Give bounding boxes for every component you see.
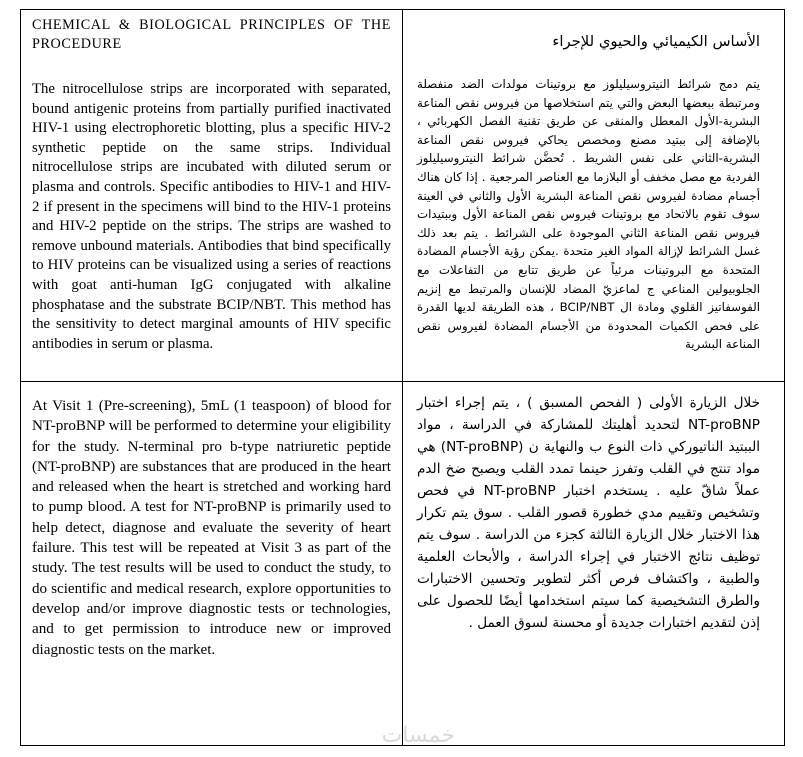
arabic-section-title: الأساس الكيميائي والحيوي للإجراء bbox=[552, 33, 760, 50]
translation-table bbox=[20, 9, 785, 746]
table-row bbox=[21, 382, 785, 746]
english-cell bbox=[21, 10, 403, 382]
english-section-title: CHEMICAL & BIOLOGICAL PRINCIPLES OF THE PROCEDURE bbox=[32, 17, 391, 52]
english-paragraph: At Visit 1 (Pre-screening), 5mL (1 teaspoon) of blood for NT-proBNP will be performed to determine your eligibility for the study. N-terminal pro b-type natriuretic peptide (NT-proBNP) are substances that are produced in the heart and released when the heart is stretched and working hard to pump blood. A test for NT-proBNP is primarily used to help detect, diagnose and evaluate the severity of heart failure. This test will be repeated at Visit 3 as part of the study. The test results will be used to conduct the study, to do scientific and medical research, explore opportunities to develop and/or improve diagnostic tests or technologies, and to get permission to introduce new or improved diagnostic tests on the market. bbox=[32, 398, 391, 658]
arabic-paragraph: خلال الزيارة الأولى ( الفحص المسبق ) ، يتم إجراء اختبار NT-proBNP لتحديد أهليتك للمشاركة في الدراسة ، مواد الببتيد الناتيوركي ذات النوع ب والنهاية ن (NT-proBNP) هي مواد تنتج في القلب وتفرز حينما تمدد القلب ويصبح ضخ الدم عملاً شاقّ عليه . يستخدم اختبار NT-proBNP في فحص وتشخيص وتقييم مدي خطورة قصور القلب . سوق يتم تكرار هذا الاختبار خلال الزيارة الثالثة كجزء من الدراسة . سوف يتم توظيف نتائج الاختبار في إجراء الدراسة ، والأبحاث العلمية والطبية ، واكتشاف فرص أكثر لتطوير وتحسين الاختبارات والطرق التشخيصية كما سيتم استخدامها أيضًا للحصول على إذن لتقديم اختبارات جديدة أو محسنة لسوق العمل . bbox=[417, 395, 761, 631]
watermark: خمسات bbox=[381, 723, 455, 748]
english-paragraph: The nitrocellulose strips are incorporated with separated, bound antigenic proteins from partially purified inactivated HIV-1 using electrophoretic blotting, plus a specific HIV-2 synthetic peptide on the same strips. Individual nitrocellulose strips are incubated with diluted serum or plasma and controls. Specific antibodies to HIV-1 and HIV-2 if present in the specimens will bind to the HIV-1 proteins and HIV-2 peptide on the strips. The strips are washed to remove unbound materials. Antibodies that bind specifically to HIV proteins can be visualized using a series of reactions with goat anti-human IgG conjugated with alkaline phosphatase and the substrate BCIP/NBT. This method has the sensitivity to detect marginal amounts of HIV specific antibodies in serum or plasma. bbox=[32, 81, 391, 352]
arabic-paragraph: يتم دمج شرائط النيتروسيليلوز مع بروتينات مولدات الضد منفصلة ومرتبطة ببعضها البعض والتي يتم استخلاصها من فيروس نقص المناعة البشرية-الأول المعطل والمنقى عن طريق تقنية الفصل الكهربائي ، بالإضافة إلى ببتيد مصنع ومخصص يحاكي فيروس نقص المناعة البشرية-الثاني على نفس الشريط . تُحضَّن شرائط النيتروسيليلوز الفردية مع مصل مخفف أو البلازما مع العناصر المرجعية . إذا كان هناك أجسام مضادة لفيروس نقص المناعة البشرية الأول والثاني في العينة سوف تقوم بالاتحاد مع بروتينات فيروس نقص المناعة الأول وببتيدات فيروس نقص المناعة الثاني الموجودة على الشرائط . يتم بعد ذلك غسل الشرائط لإزالة المواد الغير متحدة .يمكن رؤية الأجسام المضادة المتحدة مع البروتينات مرئياً عن طريق تتابع من التفاعلات مع الجلوبيولين المناعي ج لماعزيّ المضاد للإنسان والمرتبط مع إنزيم الفوسفاتيز القلوي ومادة ال BCIP/NBT ، هذه الطريقة لديها القدرة على فحص الكميات المحدودة من الأجسام المضادة لفيروس نقص المناعة البشرية bbox=[417, 77, 761, 352]
english-cell bbox=[21, 382, 403, 746]
arabic-cell bbox=[403, 10, 785, 382]
table-row bbox=[21, 10, 785, 382]
arabic-cell bbox=[403, 382, 785, 746]
